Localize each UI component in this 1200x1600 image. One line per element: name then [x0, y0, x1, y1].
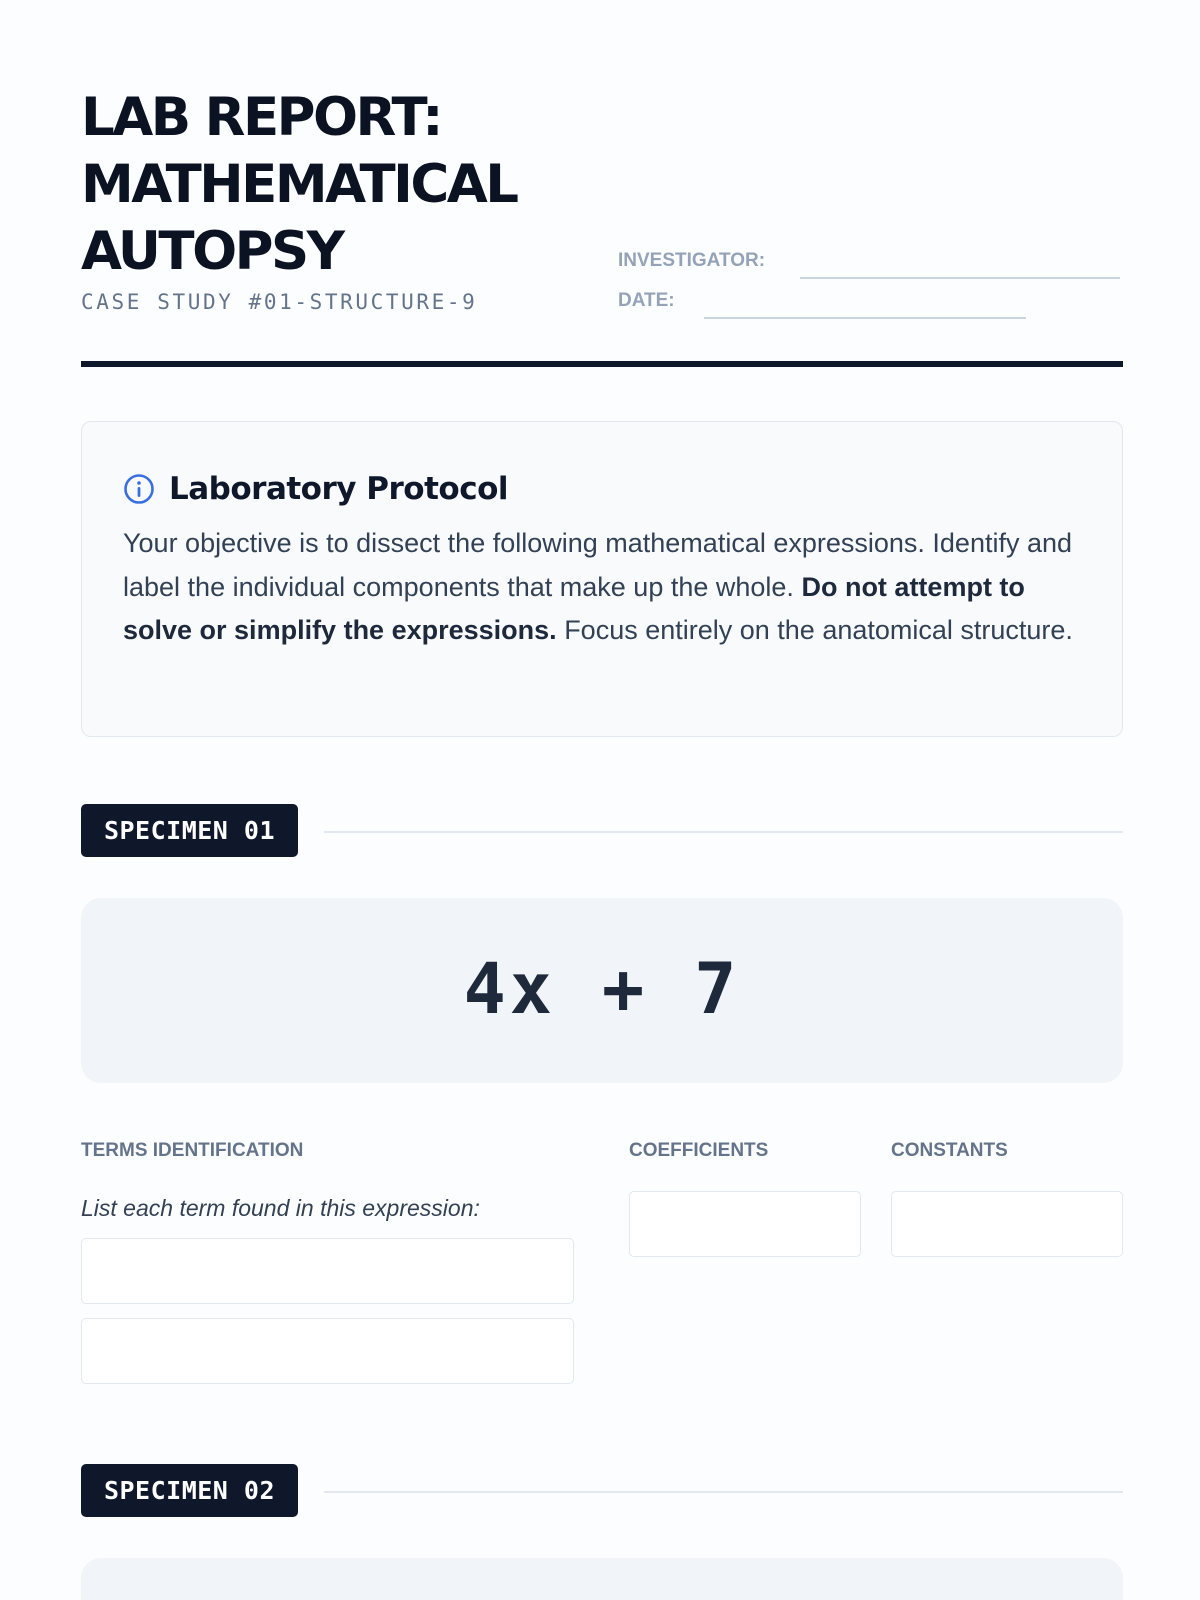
protocol-warning: Do not attempt to solve or simplify the expressions. — [123, 571, 1025, 645]
specimen-01-divider — [324, 831, 1123, 833]
page-title — [81, 84, 601, 285]
title-line-3: AUTOPSY — [81, 221, 343, 282]
protocol-text — [123, 522, 1082, 653]
protocol-header — [123, 466, 1082, 512]
header-divider — [81, 361, 1123, 367]
report-meta — [618, 250, 765, 330]
case-study-id: CASE STUDY #01-STRUCTURE-9 — [81, 290, 478, 314]
date-label: DATE: — [618, 290, 675, 311]
coefficients-label: COEFFICIENTS — [629, 1140, 769, 1161]
coefficients-input[interactable] — [629, 1191, 861, 1257]
protocol-box — [81, 421, 1123, 737]
investigator-row — [618, 250, 765, 290]
investigator-field[interactable] — [800, 277, 1120, 279]
specimen-01-tag: SPECIMEN 01 — [81, 804, 298, 857]
protocol-text-start: Your objective is to dissect the following mathematical expressions. Identify and label the individual components that make up the whole. — [123, 528, 1073, 602]
protocol-title: Laboratory Protocol — [169, 471, 508, 507]
specimen-01-expression — [81, 948, 1123, 1030]
investigator-label: INVESTIGATOR: — [618, 250, 766, 271]
protocol-text-end: Focus entirely on the anatomical structure. — [564, 615, 1073, 645]
date-row — [618, 290, 765, 330]
specimen-01-expression-text: 4x + 7 — [463, 948, 741, 1030]
specimen-01-expression-panel — [81, 898, 1123, 1083]
title-line-1: LAB REPORT: — [81, 87, 441, 148]
term-input-2[interactable] — [81, 1318, 574, 1384]
date-field[interactable] — [704, 317, 1026, 319]
specimen-01-header — [81, 804, 1123, 858]
term-input-1[interactable] — [81, 1238, 574, 1304]
specimen-02-divider — [324, 1491, 1123, 1493]
constants-label: CONSTANTS — [891, 1140, 1008, 1161]
constants-input[interactable] — [891, 1191, 1123, 1257]
terms-label: TERMS IDENTIFICATION — [81, 1140, 304, 1161]
specimen-02-expression-panel — [81, 1558, 1123, 1600]
info-icon — [123, 473, 155, 505]
specimen-02-tag: SPECIMEN 02 — [81, 1464, 298, 1517]
specimen-02-header — [81, 1464, 1123, 1518]
terms-instruction: List each term found in this expression: — [81, 1195, 480, 1221]
report-header — [81, 0, 1119, 368]
title-line-2: MATHEMATICAL — [81, 154, 517, 215]
